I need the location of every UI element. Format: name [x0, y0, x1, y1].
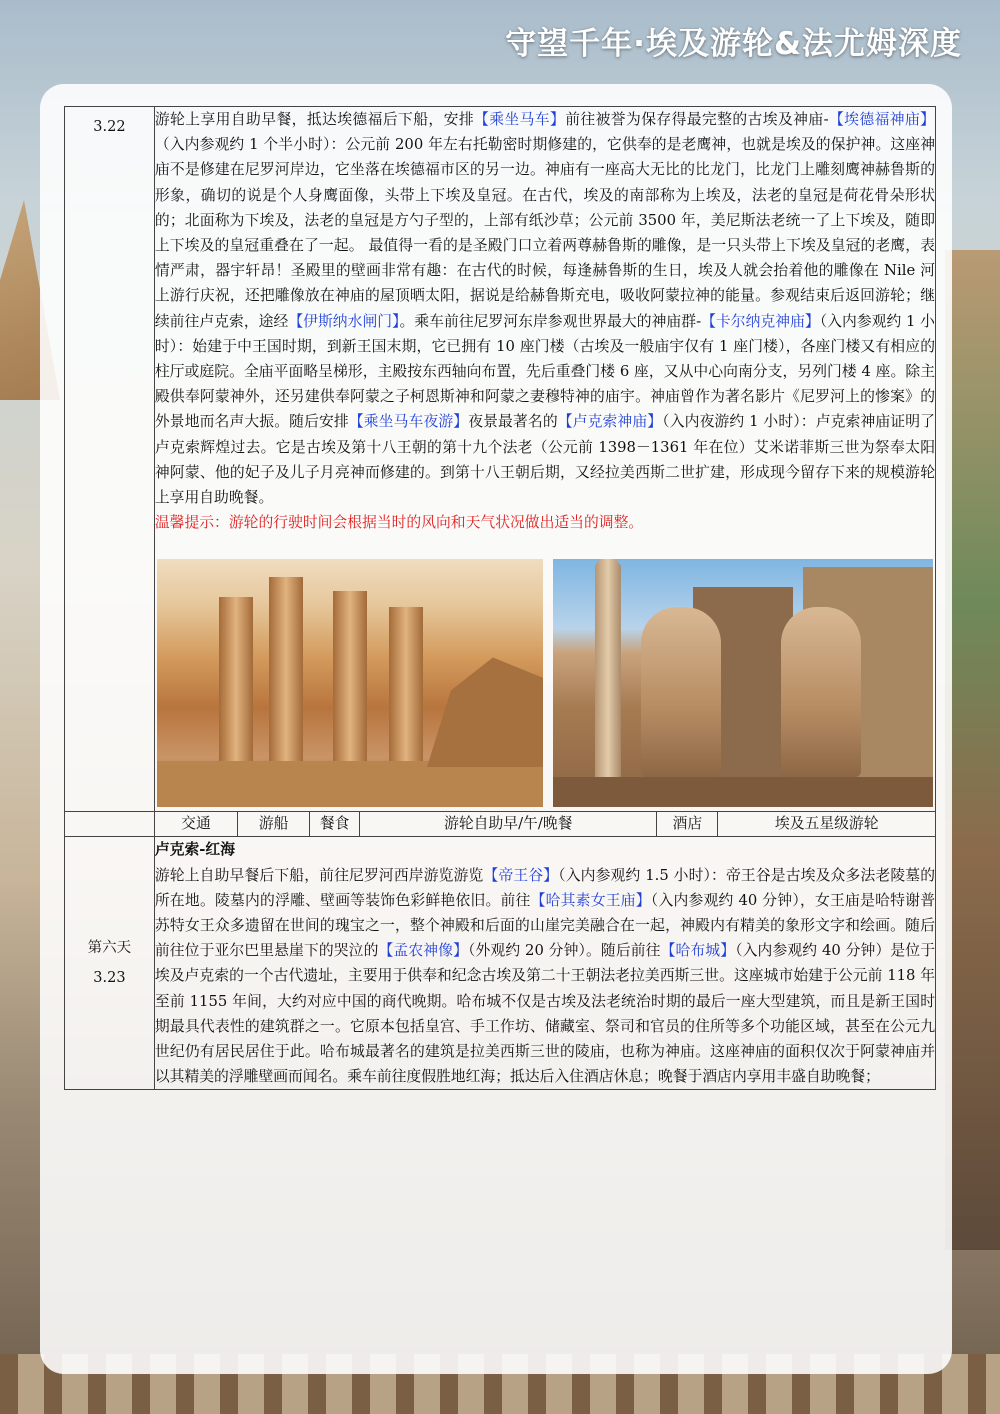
background-cityscape	[945, 250, 1000, 1250]
itinerary-text: （外观约 20 分钟）。随后前往	[467, 942, 661, 960]
itinerary-table	[64, 106, 936, 1090]
photo-strip	[157, 559, 933, 807]
itinerary-text: （入内参观约 1.5 小时）：帝王谷是古埃及众多法老陵墓的所在地。陵墓内的浮雕、壁画等装饰色彩鲜艳依旧。前往	[154, 866, 935, 909]
highlight-hatshepsut-temple: 【哈其素女王庙】	[530, 891, 651, 909]
day6-date: 3.23	[93, 970, 126, 987]
day5-date: 3.22	[65, 107, 155, 812]
itinerary-text: 前往被誉为保存得最完整的古埃及神庙-	[565, 111, 829, 128]
day5-row	[65, 107, 936, 812]
transport-label: 交通	[154, 812, 237, 837]
highlight-medinet-habu: 【哈布城】	[660, 942, 736, 960]
day6-row	[65, 837, 936, 1090]
itinerary-text: （入内参观约 1 个半小时）：公元前 200 年左右托勒密时期修建的，它供奉的是老鹰神，也就是埃及的保护神。这座神庙不是修建在尼罗河岸边，它坐落在埃德福市区的另一边。神庙有一座高大无比的比龙门，比龙门上雕刻鹰神赫鲁斯的形象，确切的说是个人身鹰面像，头带上下埃及皇冠。在古代，埃及的南部称为上埃及，法老的皇冠是荷花骨朵形状的；北面称为下埃及，法老的皇冠是方勺子型的，上部有纸沙草；公元前 3500 年，美尼斯法老统一了上下埃及，随即上下埃及的皇冠重叠在了一起。 最值得一看的是圣殿门口立着两尊赫鲁斯的雕像，是一只头带上下埃及皇冠的老鹰，表情严肃，器宇轩昂！圣殿里的壁画非常有趣：在古代的时候，每逢赫鲁斯的生日，埃及人就会抬着他的雕像在 Nile 河上游行庆祝，还把雕像放在神庙的屋顶晒太阳，据说是给赫鲁斯充电，吸收阿蒙拉神的能量。参观结束后返回游轮；继续前往卢克索，途经	[154, 136, 935, 330]
day6-route: 卢克索-红海	[154, 841, 235, 859]
itinerary-text: 游轮上自助早餐后下船，前往尼罗河西岸游览游览	[154, 866, 484, 884]
itinerary-text: （入内夜游约 1 小时）：卢克索神庙证明了卢克索辉煌过去。它是古埃及第十八王朝的第十九个法老（公元前 1398－1361 年在位）艾米诺菲斯三世为祭奉太阳神阿蒙、他的妃子及儿子月亮神而修建的。到第十八王朝后期，又经拉美西斯二世扩建，形成现今留存下来的规模游轮上享用自助晚餐。	[154, 413, 935, 507]
highlight-karnak-temple: 【卡尔纳克神庙】	[701, 312, 820, 330]
luxor-temple-photo	[553, 559, 933, 807]
itinerary-text: （入内参观约 40 分钟）是位于埃及卢克索的一个古代遗址，主要用于供奉和纪念古埃及第二十王朝法老拉美西斯三世。这座城市始建于公元前 118 年至前 1155 年间，大约对应中国的商代晚期。哈布城不仅是古埃及法老统治时期的最后一座大型建筑，而且是新王国时期最具代表性的建筑群之一。它原本包括皇宫、手工作坊、储藏室、祭司和官员的住所等多个功能区域，甚至在公元九世纪仍有居民居住于此。哈布城最著名的建筑是拉美西斯三世的陵庙，也称为神庙。这座神庙的面积仅次于阿蒙神庙并以其精美的浮雕壁画而闻名。乘车前往度假胜地红海；抵达后入住酒店休息；晚餐于酒店内享用丰盛自助晚餐；	[154, 942, 935, 1086]
highlight-luxor-temple: 【卢克索神庙】	[557, 413, 663, 431]
highlight-valley-of-kings: 【帝王谷】	[483, 866, 559, 884]
highlight-carriage-ride: 【乘坐马车】	[474, 111, 566, 128]
day6-day-label: 第六天	[87, 940, 132, 957]
highlight-edfu-temple: 【埃德福神庙】	[828, 111, 935, 128]
itinerary-text: （入内参观约 1 小时）：始建于中王国时期，到新王国末期，它已拥有 10 座门楼（古埃及一般庙宇仅有 1 座门楼），各座门楼又有相应的柱厅或庭院。全庙平面略呈梯形，主殿按东西轴向布置，先后重叠门楼 6 座，又从中心向南分支，另列门楼 4 座。除主殿供奉阿蒙神外，还另建供奉阿蒙之子柯恩斯神和阿蒙之妻穆特神的庙宇。神庙曾作为著名影片《尼罗河上的惨案》的外景地而名声大振。随后安排	[154, 312, 935, 431]
day6-label	[65, 837, 155, 1090]
tip-notice: 温馨提示：游轮的行驶时间会根据当时的风向和天气状况做出适当的调整。	[154, 514, 644, 532]
meal-value: 游轮自助早/午/晚餐	[360, 812, 657, 837]
highlight-esna-lock: 【伊斯纳水闸门】	[288, 312, 400, 330]
highlight-night-carriage: 【乘坐马车夜游】	[348, 413, 469, 431]
highlight-memnon-colossi: 【孟农神像】	[378, 942, 468, 960]
day5-meta-row	[65, 812, 936, 837]
itinerary-text: 夜景最著名的	[468, 413, 558, 431]
itinerary-text: （入内参观约 40 分钟），女王庙是哈特谢普苏特女王众多遗留在世间的瑰宝之一，整个神殿和后面的山崖完美融合在一起，神殿内有精美的象形文字和绘画。随后前往位于亚尔巴里悬崖下的哭泣的	[154, 891, 935, 960]
page-title: 守望千年·埃及游轮&法尤姆深度	[505, 26, 962, 62]
day5-content	[154, 107, 935, 812]
day6-content	[154, 837, 935, 1090]
hotel-value: 埃及五星级游轮	[718, 812, 936, 837]
transport-value: 游船	[238, 812, 310, 837]
itinerary-text: 游轮上享用自助早餐，抵达埃德福后下船，安排	[154, 111, 475, 128]
day5-itinerary	[155, 107, 935, 510]
kom-ombo-temple-photo	[157, 559, 543, 807]
day6-itinerary	[155, 863, 935, 1090]
hotel-label: 酒店	[657, 812, 718, 837]
itinerary-text: 。乘车前往尼罗河东岸参观世界最大的神庙群-	[399, 312, 702, 330]
meal-label: 餐食	[310, 812, 360, 837]
